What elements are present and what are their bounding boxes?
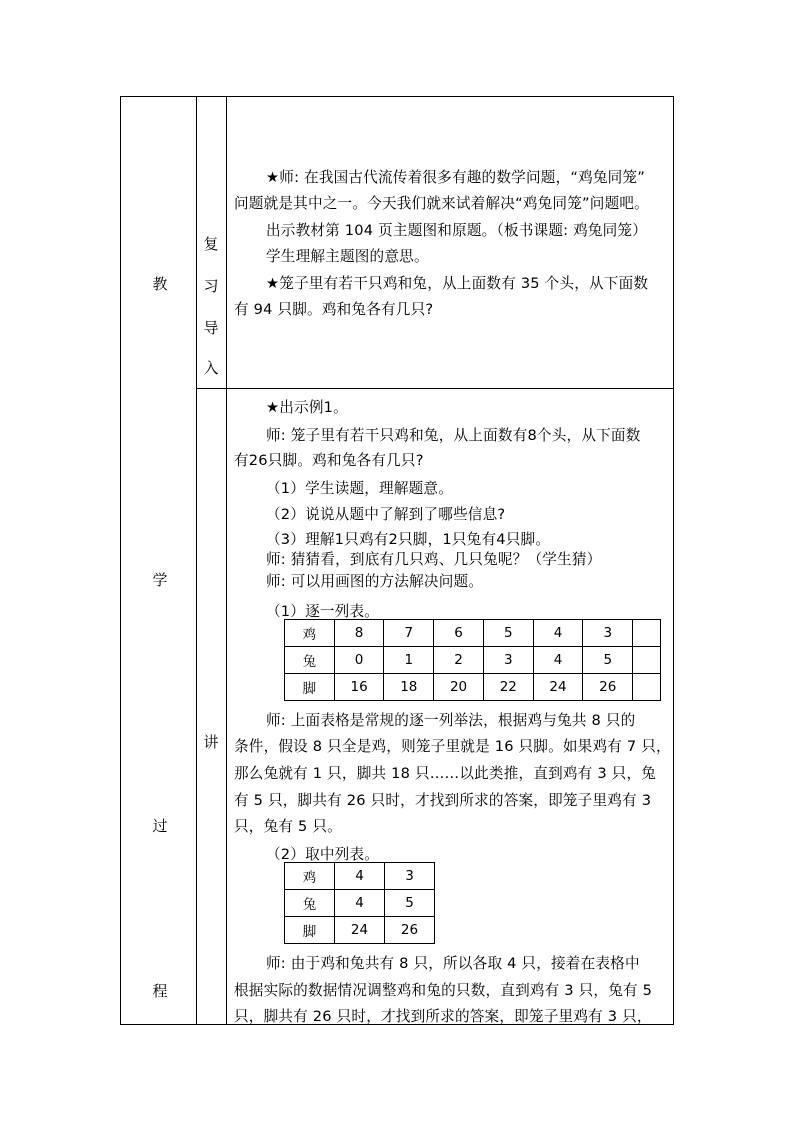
table-cell: 20	[434, 674, 484, 701]
table-cell: 26	[385, 917, 435, 944]
table-row	[285, 620, 661, 647]
table-cell: 兔	[285, 647, 335, 674]
table-cell: 脚	[285, 674, 335, 701]
left-column-char: 教	[152, 275, 168, 293]
lecture-line: 条件，假设 8 只全是鸡，则笼子里就是 16 只脚。如果鸡有 7 只，	[234, 738, 671, 755]
table-row	[285, 917, 435, 944]
lecture-line: 只，兔有 5 只。	[234, 818, 342, 835]
table-cell: 5	[583, 647, 633, 674]
review-line: ★笼子里有若干只鸡和兔，从上面数有 35 个头，从下面数	[266, 275, 649, 292]
table-cell: 22	[483, 674, 533, 701]
table-cell: 2	[434, 647, 484, 674]
table-row	[285, 647, 661, 674]
lecture-line: （2）取中列表。	[266, 846, 380, 863]
review-line: 有 94 只脚。鸡和兔各有几只?	[234, 301, 434, 318]
grid-line	[196, 388, 674, 389]
lecture-line: 师: 由于鸡和兔共有 8 只，所以各取 4 只，接着在表格中	[266, 955, 640, 972]
enumeration-table	[284, 619, 661, 701]
table-cell: 3	[385, 863, 435, 890]
review-line: 出示教材第 104 页主题图和原题。（板书课题: 鸡兔同笼）	[266, 222, 648, 239]
table-cell: 4	[533, 647, 583, 674]
table-cell	[633, 647, 661, 674]
table-cell: 7	[384, 620, 434, 647]
table-cell: 3	[583, 620, 633, 647]
lecture-line: （2）说说从题中了解到了哪些信息?	[266, 506, 506, 523]
table-cell: 18	[384, 674, 434, 701]
table-cell: 0	[334, 647, 384, 674]
table-cell: 3	[483, 647, 533, 674]
table-cell	[633, 674, 661, 701]
table-cell: 4	[533, 620, 583, 647]
lecture-line: 那么兔就有 1 只，脚共 18 只……以此类推，直到鸡有 3 只，兔	[234, 765, 657, 782]
table-cell: 5	[483, 620, 533, 647]
lecture-line: 有 5 只，脚共有 26 只时，才找到所求的答案，即笼子里鸡有 3	[234, 792, 652, 809]
grid-line	[196, 96, 197, 1025]
left-column-char: 程	[152, 982, 168, 1000]
lecture-line: 师: 笼子里有若干只鸡和兔，从上面数有8个头，从下面数	[266, 427, 641, 444]
section-label-char: 导	[203, 319, 219, 337]
middle-value-table	[284, 862, 435, 944]
table-row	[285, 863, 435, 890]
table-row	[285, 674, 661, 701]
lecture-line: 师: 可以用画图的方法解决问题。	[266, 573, 484, 590]
lecture-line: 师: 猜猜看，到底有几只鸡、几只兔呢？（学生猜）	[266, 551, 602, 568]
table-cell: 鸡	[285, 620, 335, 647]
section-label-char: 讲	[203, 733, 219, 751]
lecture-line: （1）逐一列表。	[266, 603, 380, 620]
table-cell: 5	[385, 890, 435, 917]
lecture-line: 根据实际的数据情况调整鸡和兔的只数，直到鸡有 3 只，兔有 5	[234, 982, 653, 999]
table-cell: 4	[335, 890, 385, 917]
table-cell: 兔	[285, 890, 335, 917]
review-line: ★师: 在我国古代流传着很多有趣的数学问题，“鸡兔同笼”	[266, 169, 646, 186]
table-cell: 26	[583, 674, 633, 701]
grid-line	[120, 96, 121, 1025]
lecture-line: （1）学生读题，理解题意。	[266, 480, 454, 497]
left-column-char: 过	[152, 817, 168, 835]
lecture-line: 有26只脚。鸡和兔各有几只?	[234, 452, 424, 469]
table-cell: 8	[334, 620, 384, 647]
table-row	[285, 890, 435, 917]
review-line: 问题就是其中之一。今天我们就来试着解决“鸡兔同笼”问题吧。	[234, 195, 649, 212]
left-column-char: 学	[152, 571, 168, 589]
section-label-char: 复	[203, 235, 219, 253]
lecture-line: 只，脚共有 26 只时，才找到所求的答案，即笼子里鸡有 3 只，	[234, 1008, 652, 1025]
table-cell: 脚	[285, 917, 335, 944]
grid-line	[673, 96, 674, 1025]
table-cell: 24	[533, 674, 583, 701]
lecture-line: ★出示例1。	[266, 399, 348, 416]
lecture-line: 师: 上面表格是常规的逐一列举法，根据鸡与兔共 8 只的	[266, 712, 636, 729]
table-cell: 16	[334, 674, 384, 701]
table-cell: 鸡	[285, 863, 335, 890]
lecture-line: （3）理解1只鸡有2只脚，1只兔有4只脚。	[266, 531, 551, 548]
grid-line	[120, 96, 674, 97]
table-cell	[633, 620, 661, 647]
table-cell: 4	[335, 863, 385, 890]
table-cell: 1	[384, 647, 434, 674]
section-label-char: 入	[203, 359, 219, 377]
section-label-char: 习	[203, 277, 219, 295]
grid-line	[226, 96, 227, 1025]
review-line: 学生理解主题图的意思。	[266, 248, 429, 265]
table-cell: 6	[434, 620, 484, 647]
table-cell: 24	[335, 917, 385, 944]
